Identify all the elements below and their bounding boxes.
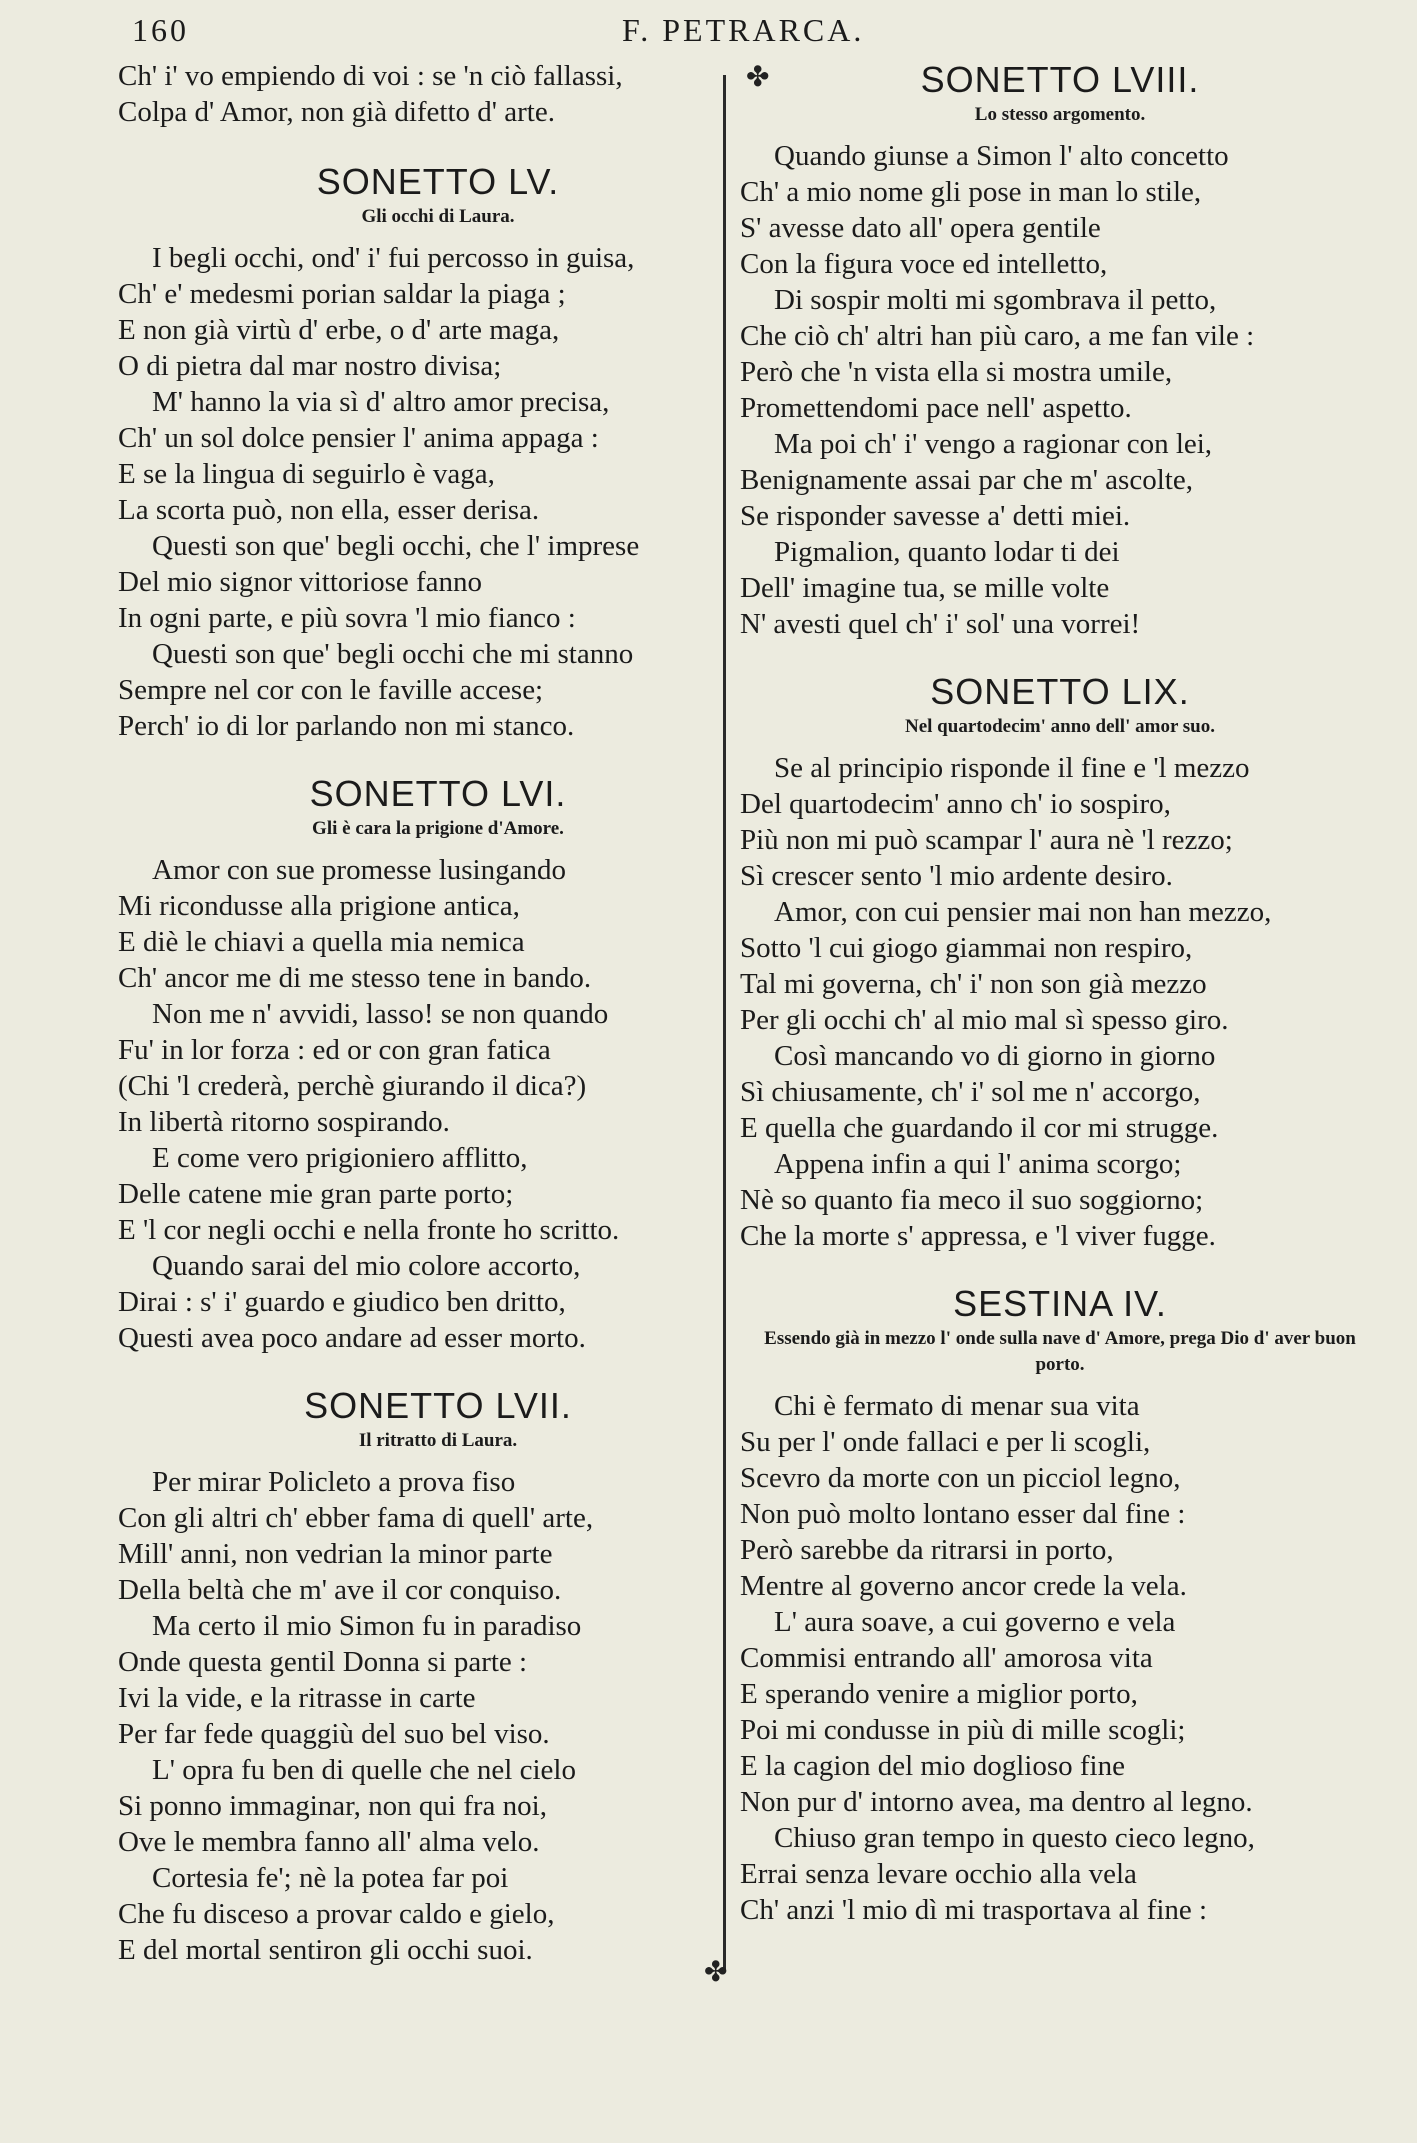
verse-line: O di pietra dal mar nostro divisa; <box>118 350 502 382</box>
verse-line: Mentre al governo ancor crede la vela. <box>740 1570 1187 1602</box>
verse-line: Se al principio risponde il fine e 'l mezzo <box>774 752 1250 784</box>
verse-line: Per far fede quaggiù del suo bel viso. <box>118 1718 550 1750</box>
poem-subtitle: Essendo già in mezzo l' onde sulla nave d' Amore, prega Dio d' aver buon porto. <box>764 1328 1356 1375</box>
continuation-verses <box>118 58 758 130</box>
verse-line: Che fu disceso a provar caldo e gielo, <box>118 1898 555 1930</box>
verse-line: E sperando venire a miglior porto, <box>740 1678 1138 1710</box>
verse-line: Dell' imagine tua, se mille volte <box>740 572 1110 604</box>
verse-line: In ogni parte, e più sovra 'l mio fianco : <box>118 602 576 634</box>
verse-line: Quando giunse a Simon l' alto concetto <box>774 140 1229 172</box>
verse-line: Perch' io di lor parlando non mi stanco. <box>118 710 575 742</box>
verse-line: Si ponno immaginar, non qui fra noi, <box>118 1790 547 1822</box>
poem-subtitle: Gli è cara la prigione d'Amore. <box>312 818 564 839</box>
verse-line: Mill' anni, non vedrian la minor parte <box>118 1538 553 1570</box>
verse-line: E del mortal sentiron gli occhi suoi. <box>118 1934 533 1966</box>
verse-line: E 'l cor negli occhi e nella fronte ho scritto. <box>118 1214 620 1246</box>
verse-line: Colpa d' Amor, non già difetto d' arte. <box>118 96 555 128</box>
fleuron-ornament-icon: ✤ <box>704 1955 728 1988</box>
verse-line: N' avesti quel ch' i' sol' una vorrei! <box>740 608 1141 640</box>
verse-line: Se risponder savesse a' detti miei. <box>740 500 1131 532</box>
verse-line: Sempre nel cor con le faville accese; <box>118 674 544 706</box>
verse-line: Ch' un sol dolce pensier l' anima appaga : <box>118 422 599 454</box>
verse-line: E diè le chiavi a quella mia nemica <box>118 926 525 958</box>
verse-line: Quando sarai del mio colore accorto, <box>152 1250 581 1282</box>
verse-line: Con la figura voce ed intelletto, <box>740 248 1108 280</box>
verse-line: Ch' e' medesmi porian saldar la piaga ; <box>118 278 566 310</box>
verse-line: Per gli occhi ch' al mio mal sì spesso giro. <box>740 1004 1229 1036</box>
poem-title: SONETTO LVIII. <box>920 59 1200 100</box>
verse-line: Fu' in lor forza : ed or con gran fatica <box>118 1034 551 1066</box>
verse-line: S' avesse dato all' opera gentile <box>740 212 1101 244</box>
poem-block <box>740 1282 1380 1928</box>
verse-line: L' aura soave, a cui governo e vela <box>774 1606 1176 1638</box>
verse-line: Con gli altri ch' ebber fama di quell' arte, <box>118 1502 594 1534</box>
verse-line: Non può molto lontano esser dal fine : <box>740 1498 1186 1530</box>
verse-line: Sotto 'l cui giogo giammai non respiro, <box>740 932 1193 964</box>
verse-line: E la cagion del mio doglioso fine <box>740 1750 1125 1782</box>
verse-line: E come vero prigioniero afflitto, <box>152 1142 528 1174</box>
verse-line: Ivi la vide, e la ritrasse in carte <box>118 1682 476 1714</box>
verse-line: Questi avea poco andare ad esser morto. <box>118 1322 586 1354</box>
verse-line: Questi son que' begli occhi, che l' imprese <box>152 530 640 562</box>
verse-line: E non già virtù d' erbe, o d' arte maga, <box>118 314 560 346</box>
verse-line: Per mirar Policleto a prova fiso <box>152 1466 516 1498</box>
verse-line: Che la morte s' appressa, e 'l viver fugge. <box>740 1220 1216 1252</box>
verse-line: In libertà ritorno sospirando. <box>118 1106 450 1138</box>
verse-line: Sì chiusamente, ch' i' sol me n' accorgo, <box>740 1076 1201 1108</box>
verse-line: Pigmalion, quanto lodar ti dei <box>774 536 1120 568</box>
verse-line: La scorta può, non ella, esser derisa. <box>118 494 540 526</box>
verse-line: Che ciò ch' altri han più caro, a me fan vile : <box>740 320 1255 352</box>
poem-title: SESTINA IV. <box>953 1283 1167 1324</box>
verse-line: Appena infin a qui l' anima scorgo; <box>774 1148 1182 1180</box>
verse-line: Non pur d' intorno avea, ma dentro al legno. <box>740 1786 1253 1818</box>
verse-line: Ch' a mio nome gli pose in man lo stile, <box>740 176 1202 208</box>
verse-line: Di sospir molti mi sgombrava il petto, <box>774 284 1217 316</box>
poem-block <box>118 772 758 1356</box>
poem-block <box>118 160 758 744</box>
page-number: 160 <box>132 12 189 48</box>
poem-title: SONETTO LVII. <box>304 1385 572 1426</box>
verse-line: Però sarebbe da ritrarsi in porto, <box>740 1534 1114 1566</box>
verse-line: L' opra fu ben di quelle che nel cielo <box>152 1754 576 1786</box>
verse-line: Non me n' avvidi, lasso! se non quando <box>152 998 609 1030</box>
verse-line: Promettendomi pace nell' aspetto. <box>740 392 1132 424</box>
verse-line: Poi mi condusse in più di mille scogli; <box>740 1714 1186 1746</box>
verse-line: Tal mi governa, ch' i' non son già mezzo <box>740 968 1207 1000</box>
verse-line: Così mancando vo di giorno in giorno <box>774 1040 1216 1072</box>
verse-line: (Chi 'l crederà, perchè giurando il dica?) <box>118 1070 587 1102</box>
verse-line: Mi ricondusse alla prigione antica, <box>118 890 520 922</box>
verse-line: Onde questa gentil Donna si parte : <box>118 1646 528 1678</box>
verse-line: E quella che guardando il cor mi strugge. <box>740 1112 1219 1144</box>
poem-block <box>118 1384 758 1968</box>
verse-line: Ove le membra fanno all' alma velo. <box>118 1826 540 1858</box>
verse-line: Scevro da morte con un picciol legno, <box>740 1462 1181 1494</box>
verse-line: Del mio signor vittoriose fanno <box>118 566 483 598</box>
verse-line: Questi son que' begli occhi che mi stanno <box>152 638 634 670</box>
poem-subtitle: Il ritratto di Laura. <box>358 1430 518 1451</box>
left-column <box>118 58 758 1996</box>
poem-block <box>740 670 1380 1254</box>
verse-line: Sì crescer sento 'l mio ardente desiro. <box>740 860 1173 892</box>
verse-line: Nè so quanto fia meco il suo soggiorno; <box>740 1184 1204 1216</box>
verse-line: Amor con sue promesse lusingando <box>152 854 566 886</box>
verse-line: Però che 'n vista ella si mostra umile, <box>740 356 1173 388</box>
poem-block <box>740 58 1380 642</box>
verse-line: Commisi entrando all' amorosa vita <box>740 1642 1153 1674</box>
verse-line: E se la lingua di seguirlo è vaga, <box>118 458 495 490</box>
verse-line: Delle catene mie gran parte porto; <box>118 1178 514 1210</box>
poem-subtitle: Nel quartodecim' anno dell' amor suo. <box>905 716 1215 737</box>
verse-line: Ch' ancor me di me stesso tene in bando. <box>118 962 592 994</box>
verse-line: Chiuso gran tempo in questo cieco legno, <box>774 1822 1255 1854</box>
poem-subtitle: Gli occhi di Laura. <box>361 206 515 227</box>
fleuron-ornament-icon: ✤ <box>746 60 770 93</box>
verse-line: Ch' anzi 'l mio dì mi trasportava al fine : <box>740 1894 1208 1926</box>
poem-subtitle: Lo stesso argomento. <box>974 104 1146 125</box>
verse-line: Benignamente assai par che m' ascolte, <box>740 464 1193 496</box>
verse-line: M' hanno la via sì d' altro amor precisa, <box>152 386 610 418</box>
verse-line: Della beltà che m' ave il cor conquiso. <box>118 1574 562 1606</box>
poem-title: SONETTO LIX. <box>930 671 1190 712</box>
verse-line: Errai senza levare occhio alla vela <box>740 1858 1137 1890</box>
verse-line: Amor, con cui pensier mai non han mezzo, <box>774 896 1272 928</box>
verse-line: Più non mi può scampar l' aura nè 'l rezzo; <box>740 824 1233 856</box>
poem-title: SONETTO LVI. <box>309 773 567 814</box>
verse-line: Ch' i' vo empiendo di voi : se 'n ciò fallassi, <box>118 60 623 92</box>
verse-line: Ma certo il mio Simon fu in paradiso <box>152 1610 582 1642</box>
running-header <box>0 12 1417 52</box>
right-column <box>740 58 1380 1956</box>
verse-line: I begli occhi, ond' i' fui percosso in guisa, <box>152 242 635 274</box>
verse-line: Cortesia fe'; nè la potea far poi <box>152 1862 509 1894</box>
verse-line: Su per l' onde fallaci e per li scogli, <box>740 1426 1151 1458</box>
poem-title: SONETTO LV. <box>316 161 560 202</box>
verse-line: Dirai : s' i' guardo e giudico ben dritto, <box>118 1286 566 1318</box>
running-head-author: F. PETRARCA. <box>622 12 865 48</box>
verse-line: Ma poi ch' i' vengo a ragionar con lei, <box>774 428 1213 460</box>
verse-line: Chi è fermato di menar sua vita <box>774 1390 1140 1422</box>
verse-line: Del quartodecim' anno ch' io sospiro, <box>740 788 1171 820</box>
